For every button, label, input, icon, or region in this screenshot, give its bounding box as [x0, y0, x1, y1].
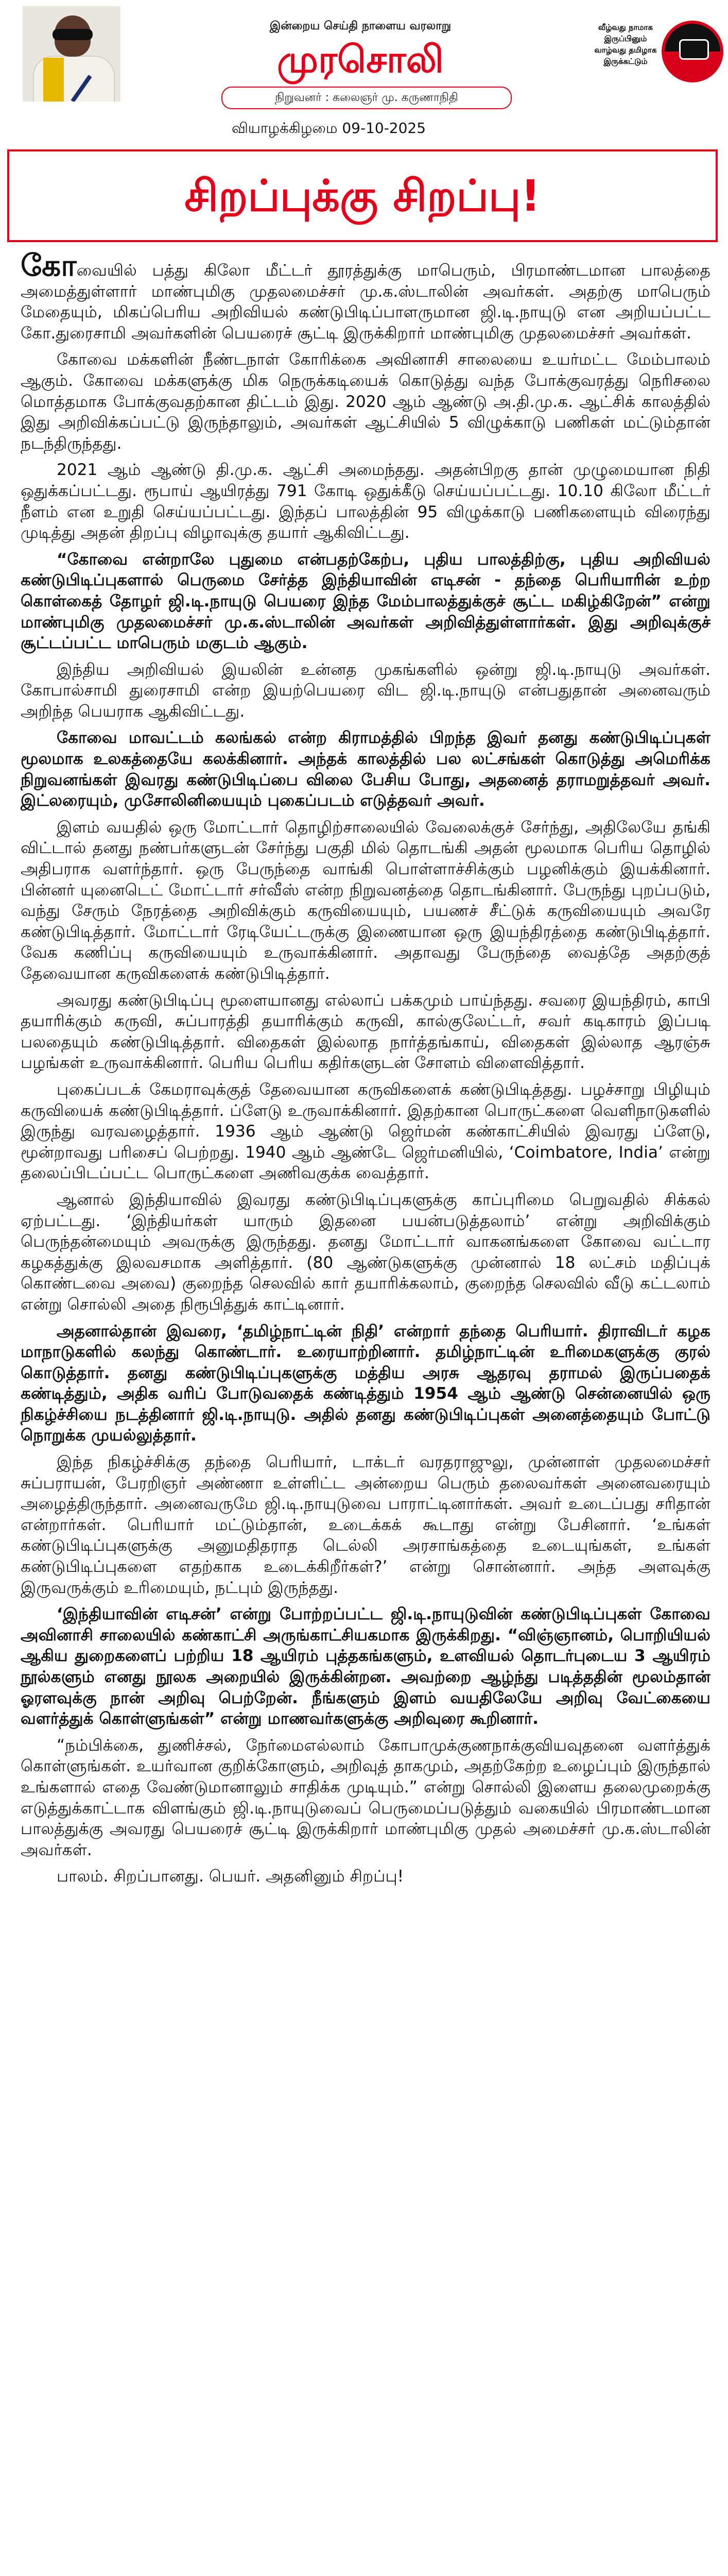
article-title: சிறப்புக்கு சிறப்பு!: [7, 149, 718, 242]
drop-cap: கோ: [21, 248, 77, 283]
article-paragraph-9: புகைப்படக் கேமராவுக்குத் தேவையான கருவிகளைக் கண்டுபிடித்தது. பழச்சாறு பிழியும் கருவியைக் கண்டுபிடித்தார். ப்ளேடு உருவாக்கினார். இதற்கான பொருட்களை வெளிநாடுகளில் இருந்து வரவழைத்தார். 1936 ஆம் ஆண்டு ஜெர்மன் கண்காட்சியில் இவரது ப்ளேடு, மூன்றாவது பரிசைப் பெற்றது. 1940 ஆம் ஆண்டே ஜெர்மனியில், ‘Coimbatore, India’ என்று தலைப்பிடப்பட்ட பொருட்களை அணிவகுக்க வைத்தார்.: [21, 1080, 710, 1183]
founder-portrait: [23, 6, 120, 101]
article-paragraph-6: கோவை மாவட்டம் கலங்கல் என்ற கிராமத்தில் பிறந்த இவர் தனது கண்டுபிடிப்புகள் மூலமாக உலகத்தையே கலக்கினார். அந்தக் காலத்தில் பல லட்சங்கள் கொடுத்து அமெரிக்க நிறுவனங்கள் இவரது கண்டுபிடிப்பை விலை பேசிய போது, அதனைத் தராமறுத்தவர் அவர். இட்லரையும், முசோலினியையும் புகைப்படம் எடுத்தவர் அவர்.: [21, 728, 710, 810]
article-paragraph-12: இந்த நிகழ்ச்சிக்கு தந்தை பெரியார், டாக்டர் வரதராஜுலு, முன்னாள் முதலமைச்சர் சுப்பராயன், பேரறிஞர் அண்ணா உள்ளிட்ட அன்றைய பெரும் தலைவர்கள் அனைவரையும் அழைத்திருந்தார். அனைவருமே ஜி.டி.நாயுடுவை பாராட்டினார்கள். அவர் உடைப்பது சரிதான் என்றார்கள். பெரியார் மட்டும்தான், உடைக்கக் கூடாது என்று பேசினார். ‘உங்கள் கண்டுபிடிப்புகளுக்கு அனுமதிதராத டெல்லி அரசாங்கத்தை உடையுங்கள், உங்கள் கண்டுபிடிப்புகளை எதற்காக உடைக்கிறீர்கள்?’ என்று சொன்னார். அந்த அளவுக்கு இருவருக்கும் உரிமையும், நட்பும் இருந்தது.: [21, 1453, 710, 1597]
masthead: [0, 0, 728, 137]
article-paragraph-4: “கோவை என்றாலே புதுமை என்பதற்கேற்ப, புதிய பாலத்திற்கு, புதிய அறிவியல் கண்டுபிடிப்புகளால் பெருமை சேர்த்த இந்தியாவின் எடிசன் - தந்தை பெரியாரின் உற்ற கொள்கைத் தோழர் ஜி.டி.நாயுடு பெயரை இந்த மேம்பாலத்துக்குச் சூட்ட மகிழ்கிறேன்” என்று மாண்புமிகு முதலமைச்சர் மு.க.ஸ்டாலின் அவர்கள் அறிவித்துள்ளார்கள். இது அறிவுக்குச் சூட்டப்பட்ட மாபெரும் மகுடம் ஆகும்.: [21, 550, 710, 653]
article-paragraph-11: அதனால்தான் இவரை, ‘தமிழ்நாட்டின் நிதி’ என்றார் தந்தை பெரியார். திராவிடர் கழக மாநாடுகளில் கலந்து கொண்டார். உரையாற்றினார். தமிழ்நாட்டின் உரிமைகளுக்கு குரல் கொடுத்தார். தனது கண்டுபிடிப்புகளுக்கு மத்திய அரசு ஆதரவு தராமல் இருப்பதைக் கண்டித்தும், அதிக வரிப் போடுவதைக் கண்டித்தும் 1954 ஆம் ஆண்டு சென்னையில் ஒரு நிகழ்ச்சியை நடத்தினார் ஜி.டி.நாயுடு. அதில் தனது கண்டுபிடிப்புகள் அனைத்தையும் போட்டு நொறுக்க முயல்லுத்தார்.: [21, 1321, 710, 1445]
issue-date: வியாழக்கிழமை 09-10-2025: [232, 120, 426, 137]
emblem-slogan: வீழ்வது நாமாக இருப்பினும் வாழ்வது தமிழாக இருக்கட்டும்: [594, 23, 657, 66]
bull-emblem-icon: [662, 21, 723, 82]
article-paragraph-10: ஆனால் இந்தியாவில் இவரது கண்டுபிடிப்புகளுக்கு காப்புரிமை பெறுவதில் சிக்கல் ஏற்பட்டது. ‘இந்தியர்கள் யாரும் இதனை பயன்படுத்தலாம்’ என்று அறிவிக்கும் பெருந்தன்மையும் அவருக்கு இருந்தது. தனது மோட்டார் வாகனங்களை கோவை வட்டார கழகத்துக்கு இலவசமாக அளித்தார். (80 ஆண்டுகளுக்கு முன்னால் 18 லட்சம் மதிப்புக் கொண்டவை அவை) குறைந்த செலவில் கார் தயாரிக்கலாம், குறைந்த செலவில் வீடு கட்டலாம் என்று சொல்லி அதை நிரூபித்துக் காட்டினார்.: [21, 1190, 710, 1314]
article-paragraph-5: இந்திய அறிவியல் இயலின் உன்னத முகங்களில் ஒன்று ஜி.டி.நாயுடு அவர்கள். கோபால்சாமி துரைசாமி என்ற இயற்பெயரை விட ஜி.டி.நாயுடு என்பதுதான் அனைவரும் அறிந்த பெயராக ஆகிவிட்டது.: [21, 660, 710, 721]
article-paragraph-3: 2021 ஆம் ஆண்டு தி.மு.க. ஆட்சி அமைந்தது. அதன்பிறகு தான் முழுமையான நிதி ஒதுக்கப்பட்டது. ரூபாய் ஆயிரத்து 791 கோடி ஒதுக்கீடு செய்யப்பட்டது. 10.10 கிலோ மீட்டர் நீளம் என உறுதி செய்யப்பட்டது. இந்தப் பாலத்தின் 95 விழுக்காடு பணிகளையும் விரைந்து முடித்து அதன் திறப்பு விழாவுக்கு தயார் ஆகிவிட்டது.: [21, 461, 710, 543]
article-paragraph-2: கோவை மக்களின் நீண்டநாள் கோரிக்கை அவினாசி சாலையை உயர்மட்ட மேம்பாலம் ஆகும். கோவை மக்களுக்கு மிக நெருக்கடியைக் கொடுத்து வந்த போக்குவரத்து நெரிசலை மொத்தமாக போக்குவதற்கான திட்டம் இது. 2020 ஆம் ஆண்டு அ.தி.மு.க. ஆட்சிக் காலத்தில் இது அறிவிக்கப்பட்டு இருந்தாலும், அவர்கள் ஆட்சியில் 5 விழுக்காடு பணிகள் மட்டும்தான் நடந்திருந்தது.: [21, 350, 710, 453]
article-paragraph-14: “நம்பிக்கை, துணிச்சல், நேர்மைஎல்லாம் கோபாமுக்குணநாக்குவியவுதனை வளர்த்துக் கொள்ளுங்கள். உயர்வான குறிக்கோளும், அறிவுத் தாகமும், அதற்கேற்ற உழைப்பும் இருந்தால் உங்களால் எதை வேண்டுமானாலும் சாதிக்க முடியும்.” என்று சொல்லி இளைய தலைமுறைக்கு எடுத்துக்காட்டாக விளங்கும் ஜி.டி.நாயுடுவைப் பெருமைப்படுத்தும் வகையில் பிரமாண்டமான பாலத்துக்கு அவரது பெயரைச் சூட்டி இருக்கிறார் மாண்புமிகு முதல் அமைச்சர் மு.க.ஸ்டாலின் அவர்கள்.: [21, 1736, 710, 1859]
tagline: இன்றைய செய்தி நாளைய வரலாறு: [269, 20, 452, 32]
party-emblem: [590, 11, 708, 94]
article-paragraph-1: கோவையில் பத்து கிலோ மீட்டர் தூரத்துக்கு மாபெரும், பிரமாண்டமான பாலத்தை அமைத்துள்ளார் மாண்புமிகு முதலமைச்சர் மு.க.ஸ்டாலின் அவர்கள். அதற்கு மாபெரும் மேதையும், மிகப்பெரிய அறிவியல் கண்டுபிடிப்பாளருமான ஜி.டி.நாயுடு என அறியப்பட்ட கோ.துரைசாமி அவர்களின் பெயரைச் சூட்டி இருக்கிறார் மாண்புமிகு முதலமைச்சர் அவர்கள்.: [21, 248, 710, 343]
article-paragraph-8: அவரது கண்டுபிடிப்பு மூளையானது எல்லாப் பக்கமும் பாய்ந்தது. சவரை இயந்திரம், காபி தயாரிக்கும் கருவி, சுப்பாரத்தி தயாரிக்கும் கருவி, கால்குலேட்டர், சவர் கடிகாரம் இப்படி பலதையும் கண்டுபிடித்தார். விதைகள் இல்லாத நார்த்தங்காய், விதைகள் இல்லாத ஆரஞ்சு பழங்கள் உருவாக்கினார். பெரிய பெரிய கதிர்களுடன் சோளம் விளைவித்தார்.: [21, 991, 710, 1073]
article-body: [21, 248, 710, 1887]
closing-line: பாலம். சிறப்பானது. பெயர். அதனினும் சிறப்பு!: [57, 1867, 404, 1886]
newspaper-logo: முரசொலி: [277, 38, 444, 81]
article-paragraph-13: ‘இந்தியாவின் எடிசன்’ என்று போற்றப்பட்ட ஜி.டி.நாயுடுவின் கண்டுபிடிப்புகள் கோவை அவினாசி சாலையில் கண்காட்சி அருங்காட்சியகமாக இருக்கிறது. “விஞ்ஞானம், பொறியியல் ஆகிய துறைகளைப் பற்றிய 18 ஆயிரம் புத்தகங்களும், உளவியல் தொடர்புடைய 3 ஆயிரம் நூல்களும் எனது நூலக அறையில் இருக்கின்றன. அவற்றை ஆழ்ந்து படித்ததின் மூலம்தான் ஓரளவுக்கு நான் அறிவு பெற்றேன். நீங்களும் இளம் வயதிலேயே அறிவு வேட்கையை வளர்த்துக் கொள்ளுங்கள்” என்று மாணவர்களுக்கு அறிவுரை கூறினார்.: [21, 1605, 710, 1728]
article-paragraph-7: இளம் வயதில் ஒரு மோட்டார் தொழிற்சாலையில் வேலைக்குச் சேர்ந்து, அதிலேயே தங்கி விட்டால் தனது நண்பர்களுடன் சேர்ந்து பகுதி மில் தொடங்கி அதன் மூலமாக பெரிய தொழில் அதிபராக வளர்ந்தார். ஒரு பேருந்தை வாங்கி பொள்ளாச்சிக்கும் பழனிக்கும் இயக்கினார். பின்னர் யுனைடெட் மோட்டார் சர்வீஸ் என்ற நிறுவனத்தை தொடங்கினார். பேருந்து புறப்படும், வந்து சேரும் நேரத்தை அறிவிக்கும் கருவியையும், பயணச் சீட்டுக் கருவியையும் அவரே கண்டுபிடித்தார். மோட்டார் ரேடியேட்டருக்கு இணையான ஒரு இயந்திரத்தை கண்டுபிடித்தார். வேக கணிப்பு கருவியையும் உருவாக்கினார். அதாவது பேருந்தை வைத்தே அதற்குத் தேவையான கருவிகளைக் கண்டுபிடித்தார்.: [21, 818, 710, 983]
founder-line: நிறுவனர் : கலைஞர் மு. கருணாநிதி: [221, 87, 512, 109]
